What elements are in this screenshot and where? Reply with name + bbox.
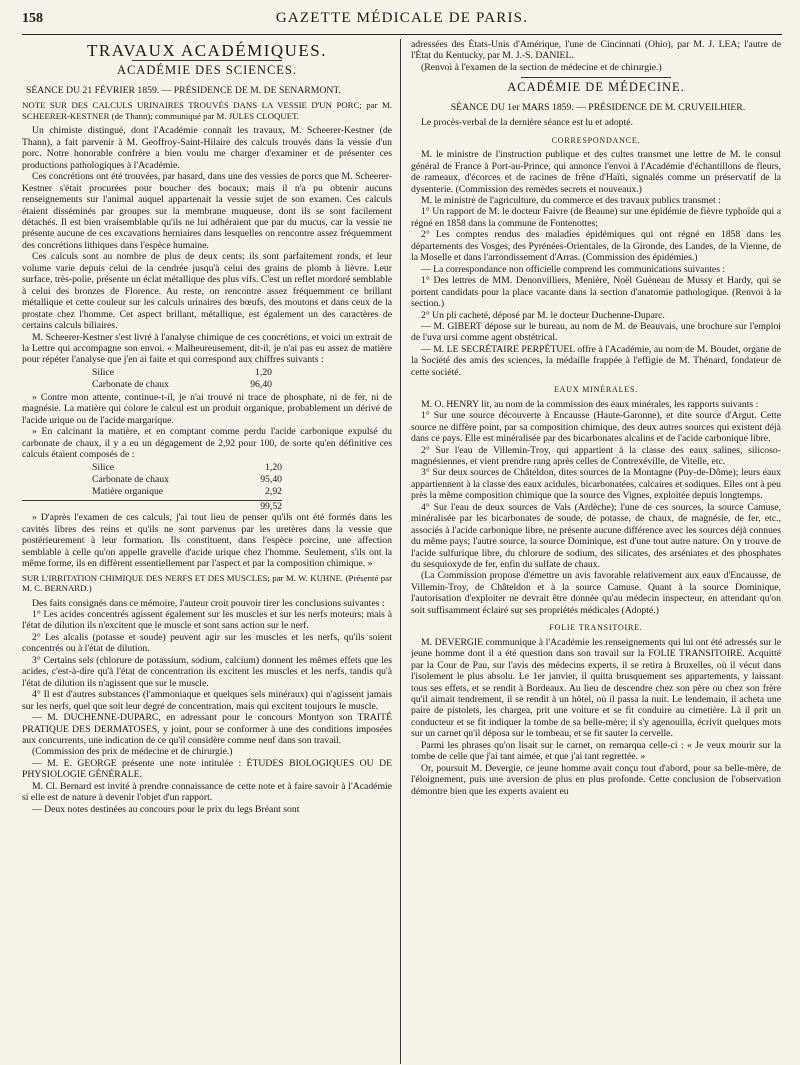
subsection-title: CORRESPONDANCE. xyxy=(551,135,641,145)
paragraph: » Contre mon attente, continue-t-il, je n'ai trouvé ni trace de phosphate, ni de fer, ni de magnésie. La matière qui colore le calcul est un produit organique, probablement un dérivé de l'acide urique ou de l'acide margarique. xyxy=(22,391,392,426)
paragraph: M. Cl. Bernard est invité à prendre connaissance de cette note et à faire savoir à l'Académie si elle est de nature à devenir l'objet d'un rapport. xyxy=(22,780,392,804)
analysis-table-2 xyxy=(92,462,282,498)
table-value: 1,20 xyxy=(255,366,272,378)
title-rule xyxy=(521,77,671,78)
paragraph: Ces calculs sont au nombre de plus de deux cents; ils sont parfaitement ronds, et leur volume varie depuis celui de la cendrée jusqu'à celui des grains de plomb à lièvre. Leur surface, très-polie, présente un éclat métallique des plus vifs. C'est un reflet mordoré semblable à celui des bronzes de Florence. Au reste, on rencontre assez fréquemment ce brillant métallique et cette couleur sur les calculs urinaires des bœufs, des moutons et dans ceux de la prostate chez l'homme. Cet aspect brillant, métallique, est également un des caractères de certains calculs biliaires. xyxy=(22,251,392,332)
commission-note: (Commission des prix de médecine et de chirurgie.) xyxy=(32,746,233,758)
table-value: 95,40 xyxy=(260,473,282,485)
paragraph: Ces concrétions ont été trouvées, par hasard, dans une des vessies de porcs que M. Scheerer-Kestner s'était procurées pour boucher des bocaux; mais il n'a pu obtenir aucuns renseignements sur l'animal auquel appartenait la vessie sujet de son examen. Ces calculs étaient disséminés par groupes sur la membrane muqueuse, dont ils se sont facilement détachés. Il est bien vraisemblable qu'ils ne lui adhéraient que par du mucus, car la vessie ne présente aucune de ces excavations herniaires dans lesquelles on rencontre assez fréquemment des concrétions lithiques dans l'espèce humaine. xyxy=(22,171,392,251)
paragraph: Un chimiste distingué, dont l'Académie connaît les travaux, M. Scheerer-Kestner (de Thann), a fait parvenir à M. Geoffroy-Saint-Hilaire des calculs trouvés dans la vessie d'un porc. Notre honorable confrère a bien voulu me charger d'examiner et de présenter ces productions pathologiques à l'Académie. xyxy=(22,125,392,171)
right-column xyxy=(411,39,781,1064)
journal-title: GAZETTE MÉDICALE DE PARIS. xyxy=(275,10,529,26)
irritation-title: SUR L'IRRITATION CHIMIQUE DES NERFS ET DES MUSCLES; par M. W. KUHNE. (Présenté par M. C. BERNARD.) xyxy=(22,572,392,594)
paragraph: — M. LE SECRÉTAIRE PERPÉTUEL offre à l'Académie, au nom de M. Boudet, organe de la Société des amis des sciences, la médaille frappée à l'effigie de M. Thénard, fondateur de cette société. xyxy=(411,343,781,378)
left-column xyxy=(22,39,392,1064)
academy-title: ACADÉMIE DES SCIENCES. xyxy=(117,63,297,78)
table-value: 2,92 xyxy=(265,486,282,498)
paragraph: Des faits consignés dans ce mémoire, l'auteur croit pouvoir tirer les conclusions suivantes : xyxy=(32,597,385,609)
conclusion-item: 3° Certains sels (chlorure de potassium, sodium, calcium) donnent les mêmes effets que les acides, c'est-à-dire qu'à l'état de concentration ils excitent les muscles et les nerfs, tandis qu'à l'état de dilution ils n'agissent que sur le muscle. xyxy=(22,654,392,689)
table-total: 99,52 xyxy=(22,500,282,512)
paragraph: — M. E. GEORGE présente une note intitulée : ÉTUDES BIOLOGIQUES OU DE PHYSIOLOGIE GÉNÉRALE. xyxy=(22,757,392,781)
paragraph: — M. GIBERT dépose sur le bureau, au nom de M. de Beauvais, une brochure sur l'emploi de l'uva ursi comme agent obstétrical. xyxy=(411,320,781,344)
paragraph: — Deux notes destinées au concours pour le prix du legs Bréant sont xyxy=(32,803,300,815)
conclusion-item: 2° Les alcalis (potasse et soude) peuvent agir sur les muscles et les nerfs, qu'ils soient concentrés ou à l'état de dilution. xyxy=(22,631,392,655)
paragraph: M. le ministre de l'instruction publique et des cultes transmet une lettre de M. le consul général de France à Port-au-Prince, qui annonce l'envoi à l'Académie d'échantillons de fleurs, de rameaux, d'écorces et de racines de frêne d'Haïti, signalés comme un préservatif de la dysenterie. (Commission des remèdes secrets et nouveaux.) xyxy=(411,149,781,195)
academy-title: ACADÉMIE DE MÉDECINE. xyxy=(507,80,685,95)
paragraph: — M. DUCHENNE-DUPARC, en adressant pour le concours Montyon son TRAITÉ PRATIQUE DES DERMATOSES, y joint, pour se conformer à une des conditions imposées aux concurrents, une indication de ce qu'il considère comme neuf dans son travail. xyxy=(22,712,392,747)
subsection-title: EAUX MINÉRALES. xyxy=(554,385,638,395)
paragraph: 2° Sur l'eau de Villemin-Troy, qui appartient à la classe des eaux salines, silicoso-magnésiennes, et vient prendre rang après celles de Contrexéville, de Vitelle, etc. xyxy=(411,444,781,467)
paragraph: 1° Des lettres de MM. Denonvilliers, Menière, Noël Guéneau de Mussy et Hardy, qui se portent candidats pour la place vacante dans la section d'anatomie pathologique. (Renvoi à la section.) xyxy=(411,275,781,310)
table-label: Carbonate de chaux xyxy=(92,473,169,485)
title-rule xyxy=(132,60,282,61)
column-rule xyxy=(400,39,401,1064)
commission-note: (Renvoi à l'examen de la section de médecine et de chirurgie.) xyxy=(421,61,662,73)
page-header xyxy=(22,10,782,35)
paragraph: M. O. HENRY lit, au nom de la commission des eaux minérales, les rapports suivants : xyxy=(421,398,759,410)
table-value: 96,40 xyxy=(250,379,272,391)
paragraph: M. Scheerer-Kestner s'est livré à l'analyse chimique de ces concrétions, et voici un extrait de la Lettre qui accompagne son envoi. « Malheureusement, dit-il, je n'ai pas eu assez de matière pour répéter l'analyse que j'en ai faite et qui correspond aux chiffres suivants : xyxy=(22,331,392,366)
paragraph: 1° Un rapport de M. le docteur Faivre (de Beaune) sur une épidémie de fièvre typhoïde qui a régné en 1858 dans la commune de Fontenottes; xyxy=(411,206,781,229)
paragraph: 2° Un pli cacheté, déposé par M. le docteur Duchenne-Duparc. xyxy=(421,309,665,321)
paragraph: adressées des États-Unis d'Amérique, l'une de Cincinnati (Ohio), par M. J. LEA; l'autre de l'État du Kentucky, par M. J.-S. DANIEL. xyxy=(411,39,781,62)
note-title: NOTE SUR DES CALCULS URINAIRES TROUVÉS DANS LA VESSIE D'UN PORC; par M. SCHEERER-KESTNER (de Thann); communiqué par M. JULES CLOQUET. xyxy=(22,100,392,121)
paragraph: 3° Sur deux sources de Châteldon, dites sources de la Montagne (Puy-de-Dôme); leurs eaux appartiennent à la classe des eaux acidules, bicarbonatées, calcaires et sodiques. Elles ont à peu près la même composition chimique que la source des Vignes, exploitée depuis longtemps. xyxy=(411,467,781,502)
seance-heading: SÉANCE DU 1er MARS 1859. — PRÉSIDENCE DE M. CRUVEILHIER. xyxy=(450,101,746,113)
paragraph: » D'après l'examen de ces calculs, j'ai tout lieu de penser qu'ils ont été formés dans les cavités libres des reins et qu'ils ne sont parvenus par les uretères dans la vessie que postérieurement à leur formation. Ils constituent, dans l'espèce porcine, une affection semblable à celle qu'on appelle gravelle d'acide urique chez l'homme. Seulement, s'ils ont la même forme, ils en diffèrent essentiellement par l'aspect et par la composition chimique. » xyxy=(22,512,392,570)
paragraph: — La correspondance non officielle comprend les communications suivantes : xyxy=(421,263,726,275)
paragraph: M. DEVERGIE communique à l'Académie les renseignements qui lui ont été adressés sur le jeune homme dont il a été question dans son travail sur la FOLIE TRANSITOIRE. Acquitté par la Cour de Pau, sur l'avis des médecins experts, il se retira à Bruxelles, où il vécut dans l'isolement le plus absolu. Le 1er janvier, il quitta brusquement ses appartements, y laissant tous ses effets, et se rendit à Bordeaux. Au lieu de descendre chez son père ou chez son frère qu'il aimait tendrement, il se rendit à un hôtel, où il passa la nuit. Le lendemain, il acheta une paire de pistolets, les chargea, prit une voiture et se fit conduire au cimetière. Là il prit un conducteur et se fit indiquer la tombe de sa belle-mère; il s'y agenouilla, écrivit quelques mots sur un carnet qu'il déposa sur le tombeau, et se fit sauter la cervelle. xyxy=(411,636,781,740)
subsection-title: FOLIE TRANSITOIRE. xyxy=(549,623,643,633)
table-label: Silice xyxy=(92,366,115,378)
paragraph: Le procès-verbal de la dernière séance est lu et adopté. xyxy=(421,117,633,129)
paragraph: 1° Sur une source découverte à Encausse (Haute-Garonne), et dite source d'Argut. Cette source ne diffère point, par sa composition chimique, des deux autres sources qui existent déjà dans ce pays. Elle est minéralisée par des bicarbonates alcalins et de l'acide carbonique libre. xyxy=(411,410,781,445)
paragraph: (La Commission propose d'émettre un avis favorable relativement aux eaux d'Encausse, de Villemin-Troy, de Châteldon et à la source Camuse. Quant à la source Dominique, l'autorisation d'exploiter ne devrait être donnée qu'au médecin inspecteur, en attendant qu'on soit suffisamment éclairé sur ses propriétés médicales (Adopté.) xyxy=(411,570,781,616)
paragraph: Parmi les phrases qu'on lisait sur le carnet, on remarqua celle-ci : « Je veux mourir sur la tombe de celle que j'ai tant aimée, et que j'ai tant regrettée. » xyxy=(411,739,781,763)
section-title: TRAVAUX ACADÉMIQUES. xyxy=(86,41,327,60)
page-number: 158 xyxy=(22,11,43,26)
paragraph: Or, poursuit M. Devergie, ce jeune homme avait conçu tout d'abord, pour sa belle-mère, de l'éloignement, puis une aversion de plus en plus profonde. Cette conclusion de l'observation démontre bien que les experts avaient eu xyxy=(411,762,781,797)
paragraph: M. le ministre de l'agriculture, du commerce et des travaux publics transmet : xyxy=(421,194,721,206)
paragraph: 2° Les comptes rendus des maladies épidémiques qui ont régné en 1858 dans les départements des Vosges, des Pyrénées-Orientales, de la Gironde, des Landes, de la Vienne, de la Moselle et dans l'arrondissement d'Arras. (Commission des épidémies.) xyxy=(411,229,781,264)
table-label: Carbonate de chaux xyxy=(92,379,169,391)
table-label: Matière organique xyxy=(92,486,164,498)
conclusion-item: 4° Il est d'autres substances (l'ammoniaque et quelques sels minéraux) qui n'agissent jamais sur les nerfs, quel que soit leur degré de concentration, mais qui excitent toujours le muscle. xyxy=(22,689,392,712)
table-label: Silice xyxy=(92,461,115,473)
paragraph: » En calcinant la matière, et en comptant comme perdu l'acide carbonique expulsé du carbonate de chaux, il y a eu un dégagement de 2,92 pour 100, de sorte qu'en définitive ces calculs étaient composés de : xyxy=(22,426,392,461)
seance-heading: SÉANCE DU 21 FÉVRIER 1859. — PRÉSIDENCE DE M. DE SENARMONT. xyxy=(26,84,341,96)
conclusion-item: 1° Les acides concentrés agissent également sur les muscles et sur les nerfs moteurs; mais à l'état de dilution ils n'excitent que le muscle et sont sans action sur le nerf. xyxy=(22,609,392,632)
table-value: 1,20 xyxy=(265,461,282,473)
paragraph: 4° Sur l'eau de deux sources de Vals (Ardèche); l'une de ces sources, la source Camuse, minéralisée par les bicarbonates de soude, de potasse, de chaux, de magnésie, de fer, etc., associés à l'acide carbonique libre, ne présente aucune différence avec les sources déjà connues du même pays; l'autre source, la source Dominique, est d'une tout autre nature. On y trouve de l'acide sulfurique libre, du chlorure de sodium, des silicates, des arséniates et des phosphates du sesquioxyde de fer, enfin du sulfate de chaux. xyxy=(411,501,781,571)
analysis-table-1 xyxy=(92,367,272,391)
